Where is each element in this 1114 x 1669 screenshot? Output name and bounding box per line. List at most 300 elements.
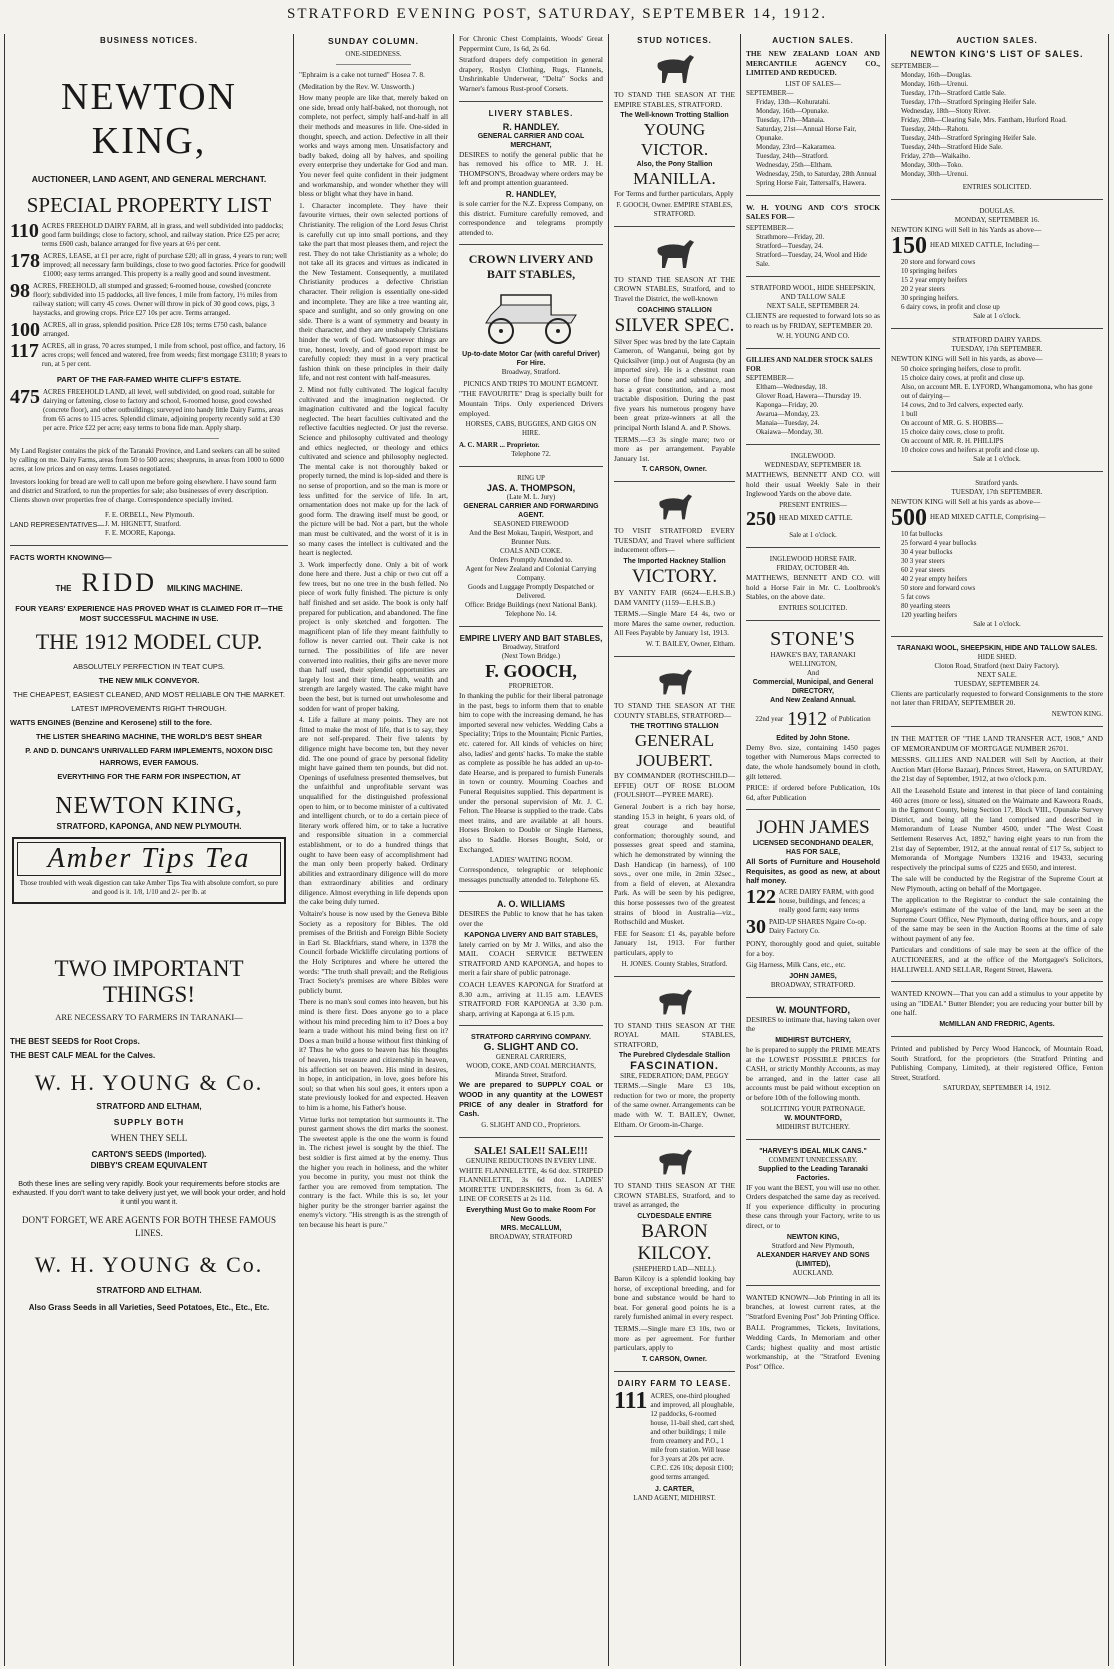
kaponga-text: lately carried on by Mr J. Wilks, and also the MAIL COACH SERVICE BETWEEN STRATFORD AND KAPONGA, and hopes to merit a fair share of public patronage. [459, 939, 603, 978]
office-text: Office: Bridge Buildings (next National Bank). [464, 601, 598, 610]
stones-title: STONE'S [770, 627, 856, 650]
sale-conducted-text: The sale will be conducted by the Registrar of the Supreme Court at New Plymouth, acting on behalf of the Mortgagee. [891, 874, 1103, 893]
horse-icon [650, 234, 700, 272]
alexander-harvey: ALEXANDER HARVEY AND SONS (LIMITED), [756, 1251, 870, 1268]
nuts-text: And the Best Mokau, Taupiri, Westport, and Brunner Nuts. [469, 529, 593, 547]
inglewood-date: WEDNESDAY, SEPTEMBER 18. [764, 461, 862, 470]
divider [891, 636, 1103, 637]
stones-annual: And New Zealand Annual. [770, 696, 856, 704]
cup-line: THE NEW MILK CONVEYOR. [98, 676, 200, 685]
dairy-farm-entry [746, 888, 880, 915]
chest-cure-ad: For Chronic Chest Complaints, Woods' Great Peppermint Cure, 1s 6d, 2s 6d. [459, 34, 603, 53]
sale-item: Manaia—Tuesday, 24. [756, 419, 820, 428]
taranaki-wool-heading: TARANAKI WOOL, SHEEPSKIN, HIDE AND TALLOW SALES. [896, 644, 1098, 652]
particulars-text: Particulars and conditions of sale may be seen at the office of the AUCTIONEERS, and at the office of the Mortgagee's Solicitors, HALLIWELL AND SELLAR, Regent Street, Hawera. [891, 945, 1103, 974]
leasehold-text: All the Leasehold Estate and interest in that piece of land containing 460 acres (more or less), situated on the Waimate and Kaweora Roads, in the Egmont County, being Section 17, Block VIII., Opunake Survey District, and being all the land comprised and described in Memorandum of Lease Number 4500, under "The West Coast Settlement Reserves Act, 1892," having eight years to run from the 21st day of September, 1912, at the annual rental of £17 5s, subject to Memoranda of Mortgage Numbers 13216 and 19433, securing respectively the principal sums of £225 and £650, and interest. [891, 785, 1103, 872]
ridd-post: MILKING MACHINE. [167, 584, 243, 593]
property-acres: 178 [10, 250, 40, 272]
next-sale-date: TUESDAY, SEPTEMBER 24. [954, 679, 1040, 688]
sale-item: Tuesday, 17th—Stratford Cattle Sale. [901, 89, 1006, 97]
shares-count: 30 [746, 916, 766, 939]
carter-location: LAND AGENT, MIDHIRST. [633, 1493, 716, 1502]
column-rule [1108, 34, 1109, 1666]
mountford-signature: W. MOUNTFORD, [784, 1114, 842, 1122]
baron-terms: TERMS.—Single mare £3 10s, two or more as per agreement. For further particulars, apply to [614, 1324, 735, 1353]
mccallum-name: MRS. McCALLUM, [500, 1225, 562, 1233]
baron-pedigree: (SHEPHERD LAD—NELL). [632, 1265, 717, 1274]
joubert-fee: FEE for Season: £1 4s, payable before January 1st, 1913. For further particulars, apply to [614, 928, 735, 957]
harvey-cans-title: "HARVEY'S IDEAL MILK CANS." [759, 1147, 867, 1155]
dairy-item: 14 cows, 2nd to 3rd calvers, expected early. [901, 401, 1024, 410]
cup-lines [10, 661, 288, 783]
four-years-text: FOUR YEARS' EXPERIENCE HAS PROVED WHAT IS CLAIMED FOR IT—THE MOST SUCCESSFUL MACHINE IN USE. [15, 604, 283, 623]
cloton-road: Cloton Road, Stratford (next Dairy Factory). [934, 661, 1060, 670]
divider [746, 1285, 880, 1286]
williams-name: A. O. WILLIAMS [497, 899, 565, 910]
sermon-quote: "Ephraim is a cake not turned" Hosea 7. 8. [299, 70, 425, 79]
young-victor-intro: TO STAND THE SEASON AT THE EMPIRE STABLES, STRATFORD. [614, 90, 735, 109]
john-james-title: JOHN JAMES [756, 817, 870, 839]
williams-intro: DESIRES the Public to know that he has taken over the [459, 909, 603, 928]
midhirst-butchery: MIDHIRST BUTCHERY, [775, 1037, 851, 1045]
coach-text: COACH LEAVES KAPONGA for Stratford at 8.30 a.m., arriving at 11.15 a.m. LEAVES STRATFORD FOR KAPONGA at 3.30 p.m. sharp, arriving at Kaponga at 6.15 p.m. [459, 979, 603, 1018]
ladies-waiting: LADIES' WAITING ROOM. [489, 856, 573, 865]
divider [614, 226, 735, 227]
dont-forget: DON'T FORGET, WE ARE AGENTS FOR BOTH THESE FAMOUS LINES. [21, 1215, 277, 1238]
horse-icon [650, 49, 700, 87]
harvey-text: IF you want the BEST, you will use no other. Orders despatched the same day as received. If you experience difficulty in procuring these cans through your Factory, write to us direct, or to [746, 1182, 880, 1230]
agent-nz: Agent for New Zealand and Colonial Carrying Company. [465, 565, 597, 583]
divider [746, 276, 880, 277]
rep-name: F. E. ORBELL, New Plymouth. [105, 511, 195, 519]
dairy-farm-text: ACRE DAIRY FARM, with good house, buildings, and fences; a really good farm; easy terms [779, 888, 874, 915]
sermon-paragraph: 2. Mind not fully cultivated. The logical faculty cultivated and the imagination neglected. Or imagination cultivated and the logical faculty neglected. The heart faculties cultivated and the reflective faculties neglected. Or just the reverse. Science and philosophy cultivated and theology and ethics neglected, or theology and ethics cultivated and science and philosophy neglected. The mental cake is not thoroughly baked or properly turned, the mind is lop-sided and there is no sense of proportion, and so the man is more or less unfitted for the service of life. In art, ornamentation does not make up for the lack of good form. The drawing itself must be good, or the picture will be bad. Not a part, but the whole man must be cultivated, and the worst of it is in so many cases the intellect is cultivated and the heart is neglected. [299, 385, 448, 558]
cattle-count: 150 [891, 232, 927, 259]
sale-item: Tuesday, 24th—Rahotu. [901, 125, 969, 133]
handley-name: R. HANDLEY, [505, 189, 557, 199]
cattle-item: 40 2 year empty heifers [901, 574, 968, 583]
joubert-title: GENERAL JOUBERT. [634, 731, 715, 771]
sale-item: Tuesday, 24th—Stratford. [756, 151, 829, 160]
cattle-label: HEAD MIXED CATTLE, Comprising— [930, 512, 1046, 521]
nk-sales-list [891, 71, 1103, 179]
divider [746, 997, 880, 998]
sale-item: Monday, 16th—Douglas. [901, 71, 972, 79]
jj-signature: JOHN JAMES, [789, 972, 837, 980]
cattle-list [891, 530, 1103, 620]
land-transfer-matter: IN THE MATTER OF "THE LAND TRANSFER ACT, 1908," AND OF MEMORANDUM OF MORTGAGE NUMBER 26701. [891, 733, 1103, 753]
rep-name: F. E. MOORE, Kaponga. [105, 529, 176, 537]
dairy-item: Also, on account MR. E. LYFORD, Whangamomona, who has gone out of dairying— [901, 383, 1093, 401]
shares-text: PAID-UP SHARES Ngaire Co-op. Dairy Factory Co. [769, 918, 867, 936]
baron-intro: TO STAND THIS SEASON AT THE CROWN STABLES, Stratford, and to travel as arranged, the [614, 1181, 735, 1210]
sale-time: Sale at 1 o'clock. [789, 530, 837, 539]
bailey-owner: W. T. BAILEY, Owner, Eltham. [645, 640, 735, 649]
seeds-list [10, 1036, 288, 1062]
newton-king-location: Stratford and New Plymouth, [771, 1241, 855, 1250]
next-sale: NEXT SALE, SEPTEMBER 24. [766, 301, 860, 310]
seed-line: THE BEST SEEDS for Root Crops. [10, 1037, 140, 1046]
carton-seeds: CARTON'S SEEDS (Imported). [91, 1150, 207, 1159]
cattle-entry [746, 507, 880, 530]
cattle-item: 5 fat cows [901, 592, 930, 601]
dairy-list [891, 365, 1103, 455]
seasoned-firewood: SEASONED FIREWOOD [493, 520, 569, 529]
newton-king-towns: STRATFORD, KAPONGA, AND NEW PLYMOUTH. [56, 822, 242, 831]
wh-young-footer-towns: STRATFORD AND ELTHAM. [96, 1286, 202, 1295]
imprint-text: Printed and published by Percy Wood Hancock, of Mountain Road, South Stratford, for the proprietors (the Stratford Printing and Publishing Company, Limited), at their registered Office, Fenton Street, Stratford. [891, 1044, 1103, 1082]
sermon-author: (Meditation by the Rev. W. Unsworth.) [299, 81, 415, 91]
divider [746, 620, 880, 621]
column-auction-sales-2 [886, 34, 1108, 1664]
divider [891, 981, 1103, 982]
newton-king-title: NEWTON KING, [61, 76, 237, 162]
mccallum-location: BROADWAY, STRATFORD [489, 1233, 573, 1242]
cattle-label: HEAD MIXED CATTLE. [779, 513, 853, 522]
also-seeds: Also Grass Seeds in all Varieties, Seed Potatoes, Etc., Etc., Etc. [28, 1303, 270, 1312]
divider [614, 481, 735, 482]
horse-fair-text: MATTHEWS, BENNETT AND CO. will hold a Horse Fair in Mr. C. Loolbrook's Stables, on the above date. [746, 572, 880, 602]
sale-item: Stratford—Tuesday, 24, Wool and Hide Sale. [756, 250, 867, 268]
facts-heading: FACTS WORTH KNOWING— [10, 553, 112, 562]
divider [614, 1136, 735, 1137]
horse-icon [650, 1144, 700, 1178]
cup-line: LATEST IMPROVEMENTS RIGHT THROUGH. [71, 704, 227, 713]
newton-king-subtitle: AUCTIONEER, LAND AGENT, AND GENERAL MERCHANT. [31, 174, 267, 184]
dairy-item: 1 bull [901, 410, 918, 419]
september-label: SEPTEMBER— [746, 88, 794, 97]
motor-car-icon [476, 285, 586, 347]
divider [459, 466, 603, 467]
cattle-item: 10 fat bullocks [901, 529, 943, 538]
wh-young-co: W. H. YOUNG AND CO. [776, 332, 850, 341]
dairy-item: On account of MR. R. H. PHILLIPS [901, 437, 1004, 446]
drapers-ad: Stratford drapers defy competition in general drapery, Roslyn Clothing, Rugs, Flannels, Unshrinkable Underwear, "Delta" Socks and Warner's famous Rust-proof Corsets. [459, 55, 603, 93]
sale-time: Sale at 1 o'clock. [973, 455, 1021, 464]
property-acres: 117 [10, 340, 39, 362]
property-list [10, 222, 288, 369]
cup-line: THE LISTER SHEARING MACHINE, THE WORLD'S BEST SHEAR [36, 732, 262, 741]
butchery-text: he is prepared to supply the PRIME MEATS at the LOWEST POSSIBLE PRICES for CASH, or strictly Monthly Accounts, as may be arranged, and in the latter case all accounts must be paid without exception on or before 10th of the following month. [746, 1045, 880, 1102]
stones-description: Demy 8vo. size, containing 1450 pages together with Numerous Maps corrected to date, the whole handsomely bound in cloth, gilt lettered. [746, 742, 880, 781]
cattle-item: 120 yearling heifers [901, 610, 957, 619]
carrying-company: STRATFORD CARRYING COMPANY. [470, 1034, 592, 1042]
cattle-item: 20 store and forward cows [901, 257, 976, 266]
job-printing-text: WANTED KNOWN—Job Printing in all its branches, at lowest current rates, at the "Stratford Evening Post" Job Printing Office. [746, 1292, 880, 1321]
cup-line: P. AND D. DUNCAN'S UNRIVALLED FARM IMPLEMENTS, NOXON DISC HARROWS, EVER FAMOUS. [25, 746, 273, 767]
empire-stables-title: EMPIRE LIVERY AND BAIT STABLES, [459, 634, 603, 644]
dairy-yards-date: TUESDAY, 17th SEPTEMBER. [951, 344, 1043, 353]
column-heading: SUNDAY COLUMN. [328, 36, 419, 46]
ring-up: RING UP [517, 474, 545, 483]
has-for-sale: HAS FOR SALE, [785, 849, 841, 857]
acres-count: 122 [746, 886, 776, 909]
both-lines-text: Both these lines are selling very rapidly. Book your requirements before stocks are exhausted. If you don't want to take delivery just yet, we will book your order, and hold it until you want it. [12, 1179, 286, 1206]
joubert-intro: TO STAND THE SEASON AT THE COUNTY STABLES, STRATFORD— [614, 701, 735, 720]
goods-text: Goods and Luggage Promptly Despatched or Delivered. [467, 583, 595, 601]
slight-name: G. SLIGHT AND CO. [483, 1042, 579, 1054]
dairy-item: On account of MR. G. S. HOBBS— [901, 419, 1004, 428]
clydesdale-stallion: The Purebred Clydesdale Stallion [618, 1052, 731, 1060]
property-item [10, 321, 288, 339]
september-label: SEPTEMBER— [891, 62, 939, 70]
when-they-sell: WHEN THEY SELL [110, 1133, 188, 1143]
divider [746, 1139, 880, 1140]
divider [10, 545, 288, 546]
nk-sell-text: NEWTON KING will Sell at his yards as above— [891, 497, 1041, 507]
silver-spec-title: SILVER SPEC. [614, 314, 735, 336]
cattle-item: 15 2 year empty heifers [901, 275, 968, 284]
divider [746, 809, 880, 810]
crown-stables-title: CROWN LIVERY AND BAIT STABLES, [468, 252, 594, 282]
divider [746, 444, 880, 445]
carson-owner: T. CARSON, Owner. [642, 1355, 707, 1363]
sale-item: Friday, 20th—Clearing Sale, Mrs. Fantham, Hurford Road. [901, 116, 1067, 124]
horse-fair-date: FRIDAY, OCTOBER 4th. [776, 563, 850, 572]
mountford-name: W. MOUNTFORD, [776, 1004, 850, 1015]
column-heading: AUCTION SALES. [772, 36, 854, 45]
divider [336, 64, 411, 65]
wh-young-footer: W. H. YOUNG & Co. [34, 1252, 264, 1277]
lease-text: ACRES, one-third ploughed and improved, all ploughable, 12 paddocks, 6-roomed house, 11-bail shed, cart shed, and other buildings; 1 mile from creamery and P.O., 1 mile from station. Will lease for 3 years at 20s per acre. C.P.C. £26 10s; deposit £100; good terms arranged. [650, 1391, 735, 1481]
cattle-item: 80 yearling steers [901, 601, 951, 610]
stones-and: And [806, 668, 820, 677]
miranda-street: Miranda Street, Stratford. [495, 1071, 567, 1080]
divider [891, 1036, 1103, 1037]
slight-proprietors: G. SLIGHT AND CO., Proprietors. [481, 1120, 581, 1129]
douglas-heading: DOUGLAS. [979, 207, 1015, 215]
horses-text: HORSES, CABS, BUGGIES, AND GIGS ON HIRE. [465, 420, 597, 438]
cattle-entry [891, 504, 1103, 531]
butter-blender-text: WANTED KNOWN—That you can add a stimulus to your appetite by using an "IDEAL" Butter Blender; you are reducing your butter bill by one half. [891, 989, 1103, 1018]
white-cliffs-heading: PART OF THE FAR-FAMED WHITE CLIFF'S ESTATE. [56, 375, 242, 384]
ball-programmes-text: BALL Programmes, Tickets, Invitations, Wedding Cards, In Memoriam and other Cards; highest quality and most artistic workmanship, at the "Stratford Evening Post" Office. [746, 1323, 880, 1371]
present-entries: PRESENT ENTRIES— [779, 500, 847, 509]
wh-young-title: W. H. YOUNG & Co. [34, 1070, 264, 1095]
wool-sale-heading: STRATFORD WOOL, HIDE SHEEPSKIN, AND TALLOW SALE [750, 283, 876, 301]
clydesdale-entire: CLYDESDALE ENTIRE [637, 1213, 712, 1221]
auckland: AUCKLAND. [792, 1268, 834, 1277]
sale-item: Kaponga—Friday, 20. [756, 401, 819, 410]
furniture-text: All Sorts of Furniture and Household Requisites, as good as new, at about half money. [746, 857, 880, 886]
gillies-auction-text: MESSRS. GILLIES AND NALDER will Sell by Auction, at their Auction Mart (Horse Bazaar), Princes Street, Hawera, on SATURDAY, the 21st day of September, 1912, at two o'clock p.m. [891, 755, 1103, 784]
young-victor-title: YOUNG VICTOR. [640, 120, 709, 160]
dairy-item: 15 choice dairy cows, close to profit. [901, 428, 1005, 437]
gillies-heading: GILLIES AND NALDER STOCK SALES FOR [746, 356, 873, 374]
property-acres: 475 [10, 386, 40, 408]
cup-line: ABSOLUTELY PERFECTION IN TEAT CUPS. [73, 662, 225, 671]
divider [746, 195, 880, 196]
handley-name: R. HANDLEY. [502, 121, 560, 132]
cattle-count: 500 [891, 504, 927, 531]
motor-car-location: Broadway, Stratford. [501, 368, 561, 377]
sermon-paragraph: How many people are like that, merely baked on one side, bread only half-baked, not thorough, not complete, not perfect, simply half-and-half in all their methods and measures in life. One-sided in thought, speech, and action. Defective in all their works and ways among men. Unsatisfactory and badly baked, doing all by halves, and spoiling every enterprise they undertake for God and man. You never feel quite confident in their judgment and workmanship, and wonder whether they will bless or blight what they have in hand. [299, 93, 448, 199]
horse-icon [650, 984, 700, 1018]
sermon-paragraph: There is no man's soul comes into heaven, but his mind is there first. Does anyone go to a place without his mind preceding him to it? Does a boy learn a trade without his mind being first on it? Does a man build a house without first thinking of it? Thus he who goes to heaven has his thoughts of heaven, his treasure and citizenship in heaven, his affection set on heaven. His mind in desires, in hope, in anticipation, in love, goes before his soul; so that when his soul goes, it enters upon a state previously looked for and expected. Heaven to him is a home, his Father's house. [299, 997, 448, 1112]
slight-carriers: GENERAL CARRIERS, [495, 1053, 567, 1062]
flannelette-text: WHITE FLANNELETTE, 4s 6d doz. STRIPED FLANNELETTE, 3s 6d doz. LADIES' MOIRETTE UNDERSKIRTS, from 3s 6d. A LINE OF CORSETS at 2s 11d. [459, 1165, 603, 1204]
clients-text: CLIENTS are requested to forward lots so as to reach us by FRIDAY, SEPTEMBER 20. [746, 310, 880, 330]
victory-pedigree: BY VANITY FAIR (6624—E.H.S.B.) DAM VANITY (1159—E.H.S.B.) [614, 588, 735, 607]
slight-prepared: We are prepared to SUPPLY COAL or WOOD in any quantity at the LOWEST PRICE of any dealer in Stratford for Cash. [459, 1080, 603, 1119]
supplied-text: Supplied to the Leading Taranaki Factories. [758, 1165, 868, 1182]
cattle-item: 20 2 year steers [901, 284, 945, 293]
sermon-paragraph: Virtue lurks not temptation but surmounts it. The purest garment shows the dirt marks the soonest. The sweetest apple is the one the worm is found in. The richest jewel is sought by the thief. The best soldier is first aimed at by the enemy. Thus the higher you reach in holiness, and the whiter you become in purity, you must not think the farther you are removed from temptation. The contrary is the fact. While this is so, let your higher purity be the stronger barrier against the enemy's victory. "His strength is as the strength of ten because his heart is pure." [299, 1114, 448, 1230]
land-representatives [10, 511, 288, 538]
property-text: ACRES, all in grass, 70 acres stumped, 1 mile from school, post office, and factory, 16 acres crops; well fenced and watered, free from weeds; first mortgage £3110; 8 years to run, at 5 per cent. [41, 342, 288, 368]
cup-line: THE CHEAPEST, EASIEST CLEANED, AND MOST RELIABLE ON THE MARKET. [13, 690, 285, 699]
cattle-item: 30 springing heifers. [901, 293, 959, 302]
joubert-text: General Joubert is a rich bay horse, standing 15.3 in height, 6 years old, of great courage and beautiful conformation; thoroughly sound, and possesses great speed and stamina, which he demonstrated by winning the Dash Handicap (in harness), of 100 sovs., over one mile, in 2min 32sec., from a field of eleven, at Alexandra Park. As will be seen by his pedigree, this horse possesses two of the greatest strains of blood in Australia—viz., Rothschild and Musket. [614, 802, 735, 927]
column-heading: BUSINESS NOTICES. [100, 36, 198, 45]
divider [891, 471, 1103, 472]
sale-item: Monday, 30th—Toko. [901, 161, 963, 169]
divider [459, 891, 603, 892]
general-carrier: GENERAL CARRIER AND FORWARDING AGENT. [463, 503, 599, 520]
sale-item: Monday, 16th—Urenui. [901, 80, 969, 88]
picnics-text: PICNICS AND TRIPS TO MOUNT EGMONT. [463, 380, 599, 389]
livery-heading: LIVERY STABLES. [488, 108, 574, 118]
cattle-entry [891, 232, 1103, 259]
genuine-reductions: GENUINE REDUCTIONS IN EVERY LINE. [465, 1156, 597, 1165]
property-text: ACRES, all in grass, splendid position. Price £28 10s; terms £750 cash, balance arranged. [43, 321, 267, 338]
year-post: of Publication [831, 714, 871, 723]
tuesday-date: TUESDAY, 17th SEPTEMBER. [951, 488, 1043, 497]
fascination-terms: TERMS.—Single Mare £3 10s, reduction for two or more, the property of the same owner. Arrangements can be made with W. T. BAILEY, Owner, Eltham. Or Groom-in-Charge. [614, 1081, 735, 1129]
sermon-paragraph: 4. Life a failure at many points. They are not fitted to make the most of life, that is to say, they are not self-prepared. Their five talents by diligence might have become ten, but they never did. The one pound of grace by personal fidelity might have gained them ten pounds, but did not. Openings of usefulness presented themselves, but the unfaithful and unprofitable servant was unqualified for the distinguished professional open to him, or to become minister of a cultivated and intelligent church, or to do a certain piece of literary work offered him, or to take a lucrative and responsible situation in a commercial establishment, or to do a hundred things that ought to have been easy of accomplishment had the man only been properly baked. Ordinary abilities and extraordinary diligence will do more than extraordinary abilities and ordinary diligence. Almost everything in life depends upon the cake being duly turned. [299, 715, 448, 907]
sale-item: Okaiawa—Monday, 30. [756, 428, 824, 437]
cattle-item: 25 forward 4 year bullocks [901, 538, 977, 547]
handley-agent: is sole carrier for the N.Z. Express Company, on this district. Furniture carefully removed, and correspondence and telegrams promptly attended to. [459, 198, 603, 237]
fascination-intro: TO STAND THIS SEASON AT THE ROYAL MAIL STABLES, STRATFORD, [614, 1020, 735, 1049]
orders-text: Orders Promptly Attended to. [489, 556, 573, 565]
ridd-pre: THE [55, 584, 72, 593]
divider [614, 976, 735, 977]
cattle-item: 10 springing heifers [901, 266, 957, 275]
motor-car-text: Up-to-date Motor Car (with careful Driver) For Hire. [462, 351, 600, 368]
newton-king-footer: NEWTON KING, [55, 793, 243, 819]
jj-location: BROADWAY, STRATFORD. [770, 980, 856, 989]
sale-item: Strathmore—Friday, 20. [756, 232, 825, 241]
amber-tips-text: Those troubled with weak digestion can take Amber Tips Tea with absolute comfort, so pure and good is it. 1/8, 1/10 and 2/- per lb. at [19, 879, 279, 896]
divider [459, 1025, 603, 1026]
divider [746, 547, 880, 548]
cattle-item: 60 2 year steers [901, 565, 945, 574]
pony-text: PONY, thoroughly good and quiet, suitable for a boy. [746, 939, 880, 958]
sale-item: Monday, 23rd—Kakaramea. [756, 142, 836, 151]
sale-item: Eltham—Wednesday, 18. [756, 383, 828, 392]
property-item [10, 252, 288, 279]
licensed-dealer: LICENSED SECONDHAND DEALER, [752, 840, 874, 848]
joubert-pedigree: BY COMMANDER (ROTHSCHILD—EFFIE) OUT OF ROSE BLOOM (FOULSHOT—PYREE MARE). [614, 771, 735, 800]
young-victor-known: The Well-known Trotting Stallion [620, 112, 729, 120]
column-auction-sales [741, 34, 885, 1664]
slight-merchants: WOOD, COKE, AND COAL MERCHANTS, [466, 1062, 596, 1071]
column-sunday [294, 34, 453, 1664]
seed-line: THE BEST CALF MEAL for the Calves. [10, 1051, 156, 1060]
sale-item: Glover Road, Hawera—Thursday 19. [756, 392, 862, 401]
column-business-notices [5, 34, 293, 1664]
year-number: 1912 [787, 707, 828, 730]
stones-directory: Commercial, Municipal, and General DIRECTORY, [752, 678, 874, 695]
nk-sell-text: NEWTON KING will Sell in his Yards as above— [891, 225, 1042, 234]
favourite-text: "THE FAVOURITE" Drag is specially built for Mountain Trips. Only experienced Drivers employed. [459, 389, 603, 418]
empire-near: (Next Town Bridge.) [501, 652, 561, 661]
sermon-title: ONE-SIDEDNESS. [345, 50, 402, 58]
empire-location: Broadway, Stratford [502, 643, 560, 652]
sale-time: Sale at 1 o'clock. [973, 619, 1021, 628]
sale-item: Monday, 30th—Urenui. [901, 170, 969, 178]
property-acres: 100 [10, 319, 40, 341]
kaponga-stables: KAPONGA LIVERY AND BAIT STABLES, [464, 931, 598, 939]
divider [459, 101, 603, 102]
september-label: SEPTEMBER— [746, 223, 794, 232]
cattle-item: 50 store and forward cows [901, 583, 976, 592]
baron-text: Baron Kilcoy is a splendid looking bay horse, of exceptional breeding, and for bone and substance would be hard to beat. For general good points he is a rarely furnished animal in every respect. [614, 1274, 735, 1322]
sale-heading: SALE! SALE!! SALE!!! [474, 1144, 588, 1157]
property-text: ACRES, FREEHOLD, all stumped and grassed; 6-roomed house, cowshed (concrete floor); subdivided into 15 paddocks, all live fences, 1 mile from factory, 1½ miles from railway station; will carry 45 cows. Owner will throw in pick of 30 good cows, pigs, 3 haystacks, and growing crops. Price £27 10s per acre. Terms arranged. [33, 282, 278, 317]
inglewood-heading: INGLEWOOD. [790, 452, 836, 461]
sale-item: Tuesday, 24th—Stratford Hide Sale. [901, 143, 1003, 151]
sale-item: Tuesday, 24th—Stratford Springing Heifer Sale. [901, 134, 1037, 142]
sale-item: Saturday, 21st—Annual Horse Fair, Opunake. [756, 124, 857, 142]
gooch-proprietor: PROPRIETOR. [508, 682, 554, 691]
dairy-item: 15 choice dairy cows, at profit and close up. [901, 374, 1025, 383]
gillies-sales-list [746, 383, 880, 437]
divider [459, 626, 603, 627]
victory-title: VICTORY. [631, 566, 718, 588]
cattle-item: 30 3 year steers [901, 556, 945, 565]
column-stud [609, 34, 740, 1664]
divider [891, 726, 1103, 727]
marr-proprietor: A. C. MARR ... Proprietor. [459, 441, 540, 450]
divider [746, 348, 880, 349]
gooch-owner: F. GOOCH, Owner. EMPIRE STABLES, STRATFORD. [616, 200, 733, 218]
gooch-text: In thanking the public for their liberal patronage in the past, begs to inform them that to enable him to cope with the increasing demand, he has imported several new vehicles. Wedding Cabs a Speciality; Trips to the Mountain; Picnic Parties, etc. catered for. All kinds of vehicles on hire; also, ladies' and gents' hacks. To make the stable as complete as possible he has added an up-to-date Hearse, and is prepared to furnish Funerals in town or country. Mourning Coaches and Funeral Requisites supplied. This department is under the personal supervision of Mr. J. C. Felton. The Hearse is supplied to the trade. Cabs meet trains, and are available at all hours. Horses Broken to Double or Single Harness, also to Saddle. Horses Bought, Sold, or Exchanged. [459, 691, 603, 854]
cup-line: EVERYTHING FOR THE FARM FOR INSPECTION, AT [57, 772, 241, 781]
horse-fair-heading: INGLEWOOD HORSE FAIR. [769, 554, 857, 563]
matthews-text: MATTHEWS, BENNETT AND CO. will hold their usual Weekly Sale in their Inglewood Yards on the above date. [746, 470, 880, 499]
nk-sell-text: NEWTON KING will Sell in his yards, as above— [891, 353, 1043, 363]
handley-title: GENERAL CARRIER AND COAL MERCHANT, [477, 132, 585, 149]
dairy-item: 50 choice springing heifers, close to profit. [901, 365, 1022, 374]
model-cup-title: THE 1912 MODEL CUP. [35, 629, 263, 654]
dairy-item: 10 choice cows and heifers at profit and close up. [901, 446, 1040, 455]
newton-king-agent: NEWTON KING, [786, 1233, 840, 1241]
horse-icon [650, 489, 700, 523]
victory-intro: TO VISIT STRATFORD EVERY TUESDAY, and Travel where sufficient inducement offers— [614, 526, 735, 555]
property-list-title: SPECIAL PROPERTY LIST [26, 193, 272, 217]
manilla-title: MANILLA. [633, 169, 716, 189]
silver-spec-owner: T. CARSON, Owner. [642, 466, 707, 474]
two-things-title: TWO IMPORTANT THINGS! [54, 956, 244, 1007]
amber-tips-title: Amber Tips Tea [17, 842, 281, 876]
reps-label: LAND REPRESENTATIVES— [10, 522, 105, 529]
application-text: The application to the Registrar to conduct the sale containing the Mortgagee's estimate of the value of the land, may be seen at the Supreme Court Office, New Plymouth, during office hours, and a copy of the same may be seen in the Auction Rooms at the time of sale without payment of any fee. [891, 895, 1103, 943]
property-acres: 110 [10, 220, 39, 242]
stones-price: PRICE: if ordered before Publication, 10s 6d, after Publication [746, 783, 880, 802]
property-text: ACRES FREEHOLD LAND, all level, well subdivided, on good road, suitable for dairying or fattening, close to factory and school, 6-roomed house, good cowshed (concrete floor), and other outbuildings; surveyed into handy little Dairy Farms, areas from 65 acres to 115 acres. Splendid climate, adjoining property recently sold at £30 per acre. Price £22 per acre; easy terms to bona fide man. Apply sharp. [43, 388, 284, 432]
sale-time: Sale at 1 o'clock. [973, 311, 1021, 320]
baron-title: BARON KILCOY. [637, 1221, 712, 1265]
amber-tips-ad [12, 837, 286, 904]
divider [614, 656, 735, 657]
stock-sales-list [746, 233, 880, 269]
property-text: ACRES, LEASE, at £1 per acre, right of purchase £20; all in grass, 4 years to run; well improved; all necessary farm buildings, close to two good factories. Price for goodwill £1000; easy terms arranged. This property is a really good and sound investment. [43, 252, 287, 278]
column-heading: AUCTION SALES. [956, 36, 1038, 45]
sale-item: Stratford—Tuesday, 24. [756, 241, 824, 250]
fascination-sire: SIRE, FEDERATION; DAM, PEGGY [620, 1072, 729, 1081]
